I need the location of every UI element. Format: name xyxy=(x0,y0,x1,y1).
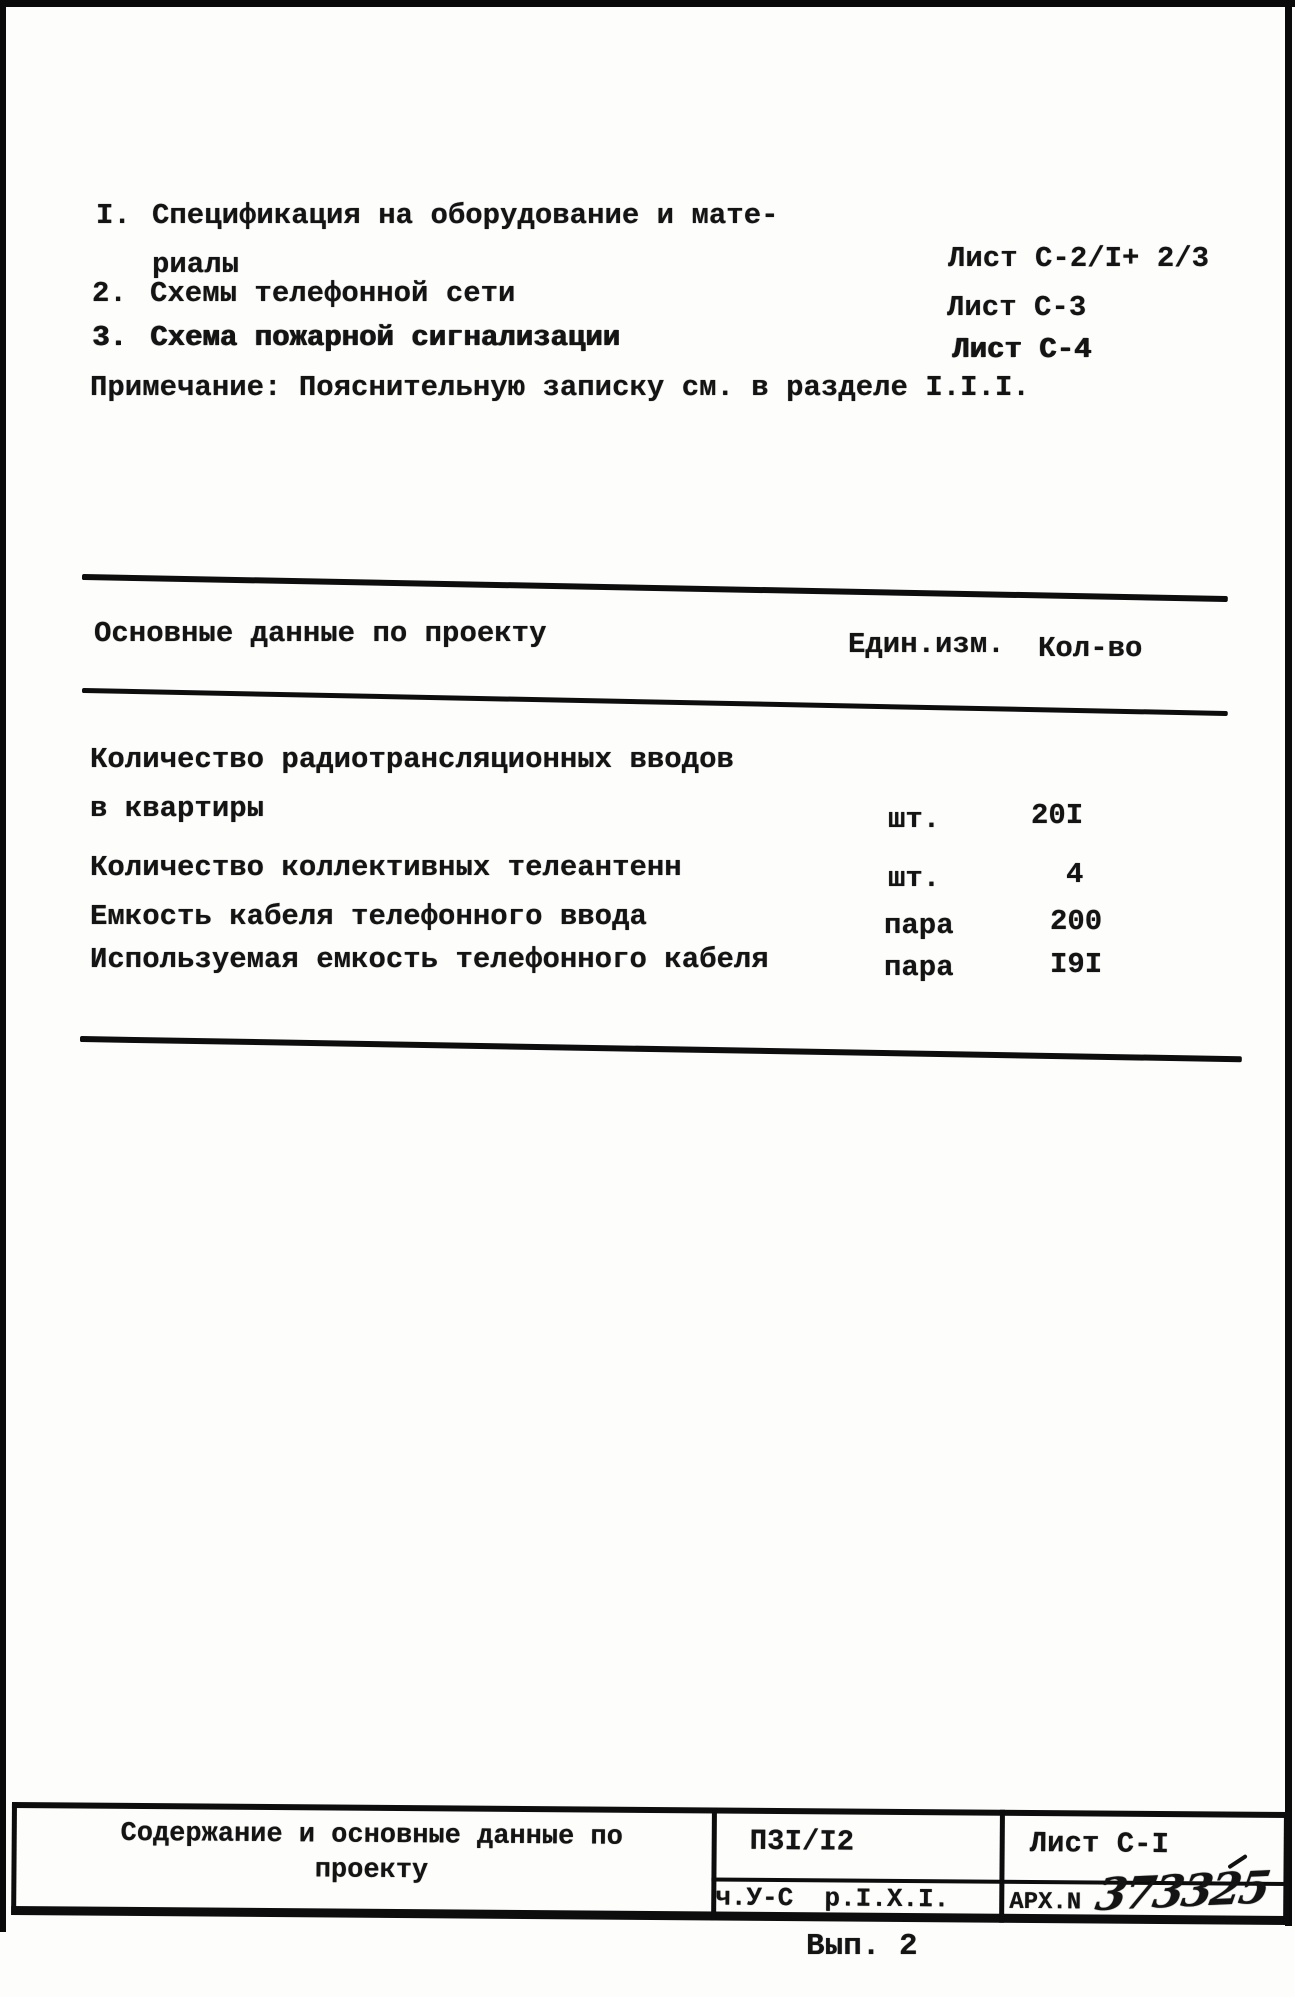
summary-row-1-unit: шт. xyxy=(888,803,941,836)
toc-item-2-number: 2. xyxy=(92,277,127,310)
page-border-top xyxy=(0,0,1295,7)
toc-item-3-number: 3. xyxy=(92,321,127,354)
title-block-border-right xyxy=(1283,1812,1290,1925)
summary-unit-header: Един.изм. xyxy=(848,628,1005,661)
title-block-doc-code: П3I/I2 xyxy=(749,1824,855,1859)
title-block-border-top xyxy=(12,1802,1290,1818)
title-block-title-line-1: Содержание и основные данные по xyxy=(120,1818,623,1853)
summary-row-2-qty: 4 xyxy=(1066,858,1084,891)
toc-item-3-sheet-ref: Лист С-4 xyxy=(952,333,1092,366)
toc-item-3-text: Схема пожарной сигнализации xyxy=(150,321,620,354)
summary-rule-bottom xyxy=(80,1036,1242,1062)
page-border-left xyxy=(0,0,6,1932)
summary-row-1-name-cont: в квартиры xyxy=(90,792,265,825)
summary-rule-header xyxy=(82,688,1228,716)
summary-row-3-unit: пара xyxy=(884,909,954,942)
title-block-divider-v2 xyxy=(999,1810,1005,1923)
summary-row-4-unit: пара xyxy=(884,951,954,984)
archive-number-handwritten: 373325 xyxy=(1092,1862,1273,1922)
title-block-stage-row: ч.У-С р.I.Х.I. xyxy=(715,1882,950,1915)
page-border-right xyxy=(1285,4,1292,1926)
toc-item-2-text: Схемы телефонной сети xyxy=(150,277,516,310)
summary-row-3-qty: 200 xyxy=(1050,905,1103,938)
toc-item-1-text: Спецификация на оборудование и мате- xyxy=(152,199,779,232)
title-block-archive-label: АРХ.N xyxy=(1009,1888,1082,1917)
toc-item-1-text-cont: риалы xyxy=(152,248,240,281)
summary-row-1-qty: 20I xyxy=(1031,799,1084,832)
title-block-sheet-number: Лист С-I xyxy=(1029,1826,1170,1862)
summary-title: Основные данные по проекту xyxy=(94,617,547,650)
summary-row-1-name: Количество радиотрансляционных вводов xyxy=(90,743,734,776)
summary-qty-header: Кол-во xyxy=(1038,632,1143,665)
title-block-title-line-2: проекту xyxy=(314,1855,429,1887)
toc-item-1-sheet-ref: Лист С-2/I+ 2/3 xyxy=(948,242,1210,275)
summary-row-2-unit: шт. xyxy=(888,862,941,895)
summary-row-2-name: Количество коллективных телеантенн xyxy=(90,851,682,884)
title-block-border-left xyxy=(11,1802,17,1915)
issue-label: Вып. 2 xyxy=(806,1929,918,1964)
summary-rule-top xyxy=(82,574,1228,602)
toc-item-2-sheet-ref: Лист С-3 xyxy=(947,291,1087,324)
title-block xyxy=(11,1802,1290,1930)
title-block-document-title xyxy=(31,1816,712,1892)
toc-item-1-number: I. xyxy=(96,199,131,232)
toc-note: Примечание: Пояснительную записку см. в разделе I.I.I. xyxy=(90,371,1030,404)
summary-row-4-qty: I9I xyxy=(1050,948,1103,981)
summary-row-3-name: Емкость кабеля телефонного ввода xyxy=(90,900,647,933)
summary-row-4-name: Используемая емкость телефонного кабеля xyxy=(90,943,769,976)
